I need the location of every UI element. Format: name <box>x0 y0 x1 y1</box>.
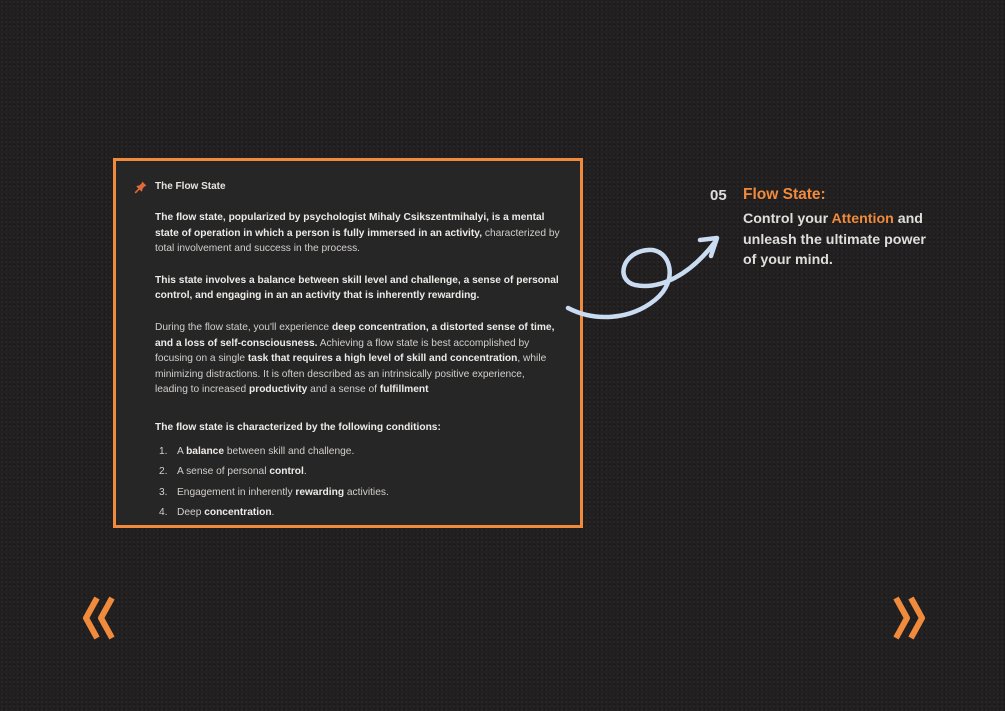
previous-slide-button[interactable] <box>80 594 120 642</box>
slide-number: 05 <box>710 187 727 204</box>
next-slide-button[interactable] <box>888 594 928 642</box>
note-body <box>132 210 564 524</box>
list-item: 1. A balance between skill and challenge. <box>159 445 355 457</box>
list-item: 3. Engagement in inherently rewarding activities. <box>159 486 389 498</box>
paragraph-intro <box>155 210 560 257</box>
note-header <box>132 179 564 195</box>
pushpin-icon <box>134 180 148 194</box>
side-description: Control your Attention and unleash the ultimate power of your mind. <box>743 211 926 269</box>
list-item: 4. Deep concentration. <box>159 507 275 519</box>
conditions-heading: The flow state is characterized by the following conditions: <box>155 421 441 433</box>
note-screenshot-card <box>113 158 583 528</box>
list-item: 2. A sense of personal control. <box>159 466 307 478</box>
double-chevron-left-icon <box>80 594 120 642</box>
intro-bold-text: The flow state, popularized by psychologist Mihaly Csikszentmihalyi, is a mental state of operation in which a person is fully immersed in an activity, <box>155 212 545 239</box>
paragraph-experience: During the flow state, you'll experience deep concentration, a distorted sense of time, and a loss of self-consciousness. Achieving a flow state is best accomplished by focusing on a single task that requires a high level of skill and concentration, while minimizing distractions. It is often described as an intrinsically positive experience, leading to increased productivity and a sense of fulfillment <box>155 321 555 396</box>
note-title: The Flow State <box>155 181 226 193</box>
paragraph-balance: This state involves a balance between skill level and challenge, a sense of personal control, and engaging in an an activity that is inherently rewarding. <box>155 274 559 302</box>
note-content <box>116 161 580 524</box>
accent-word: Attention <box>831 211 894 227</box>
side-title: Flow State: <box>743 186 826 203</box>
intro-text: characterized by total involvement and success in the process. <box>155 227 560 255</box>
double-chevron-right-icon <box>888 594 928 642</box>
conditions-list <box>155 442 560 524</box>
curly-arrow-icon <box>560 230 730 330</box>
